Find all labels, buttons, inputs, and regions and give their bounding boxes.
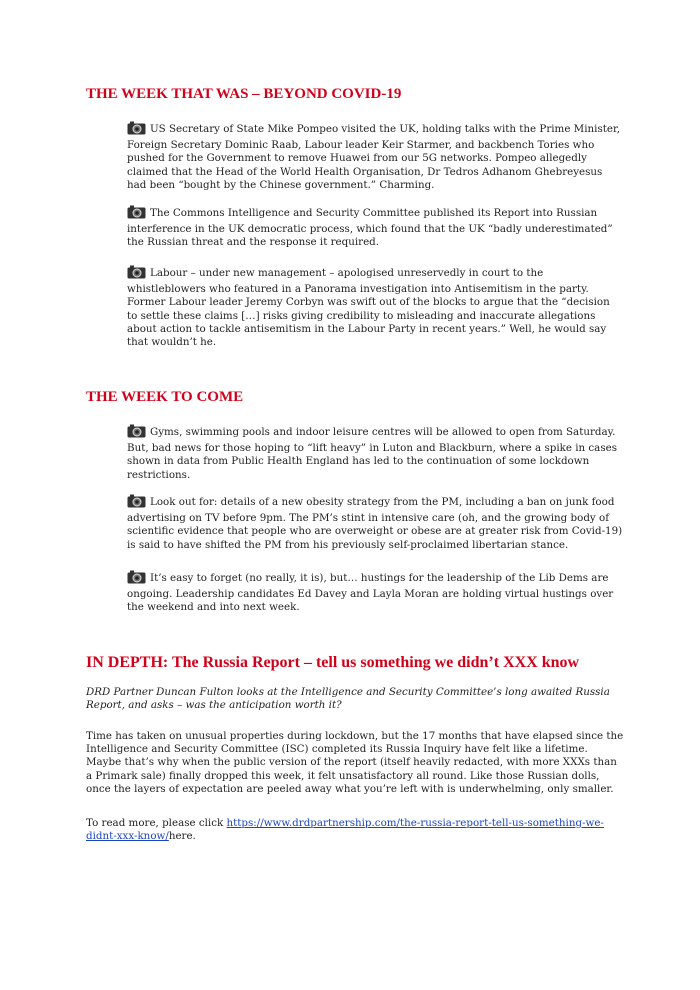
camera-icon bbox=[127, 494, 146, 512]
list-item bbox=[127, 205, 623, 250]
bullet-text: Labour – under new management – apologised unreservedly in court to the whistleblowers who featured in a Panorama investigation into Antisemitism in the party. Former Labour leader Jeremy Corbyn was swift out of the blocks to argue that the “decision to settle these claims […] risks giving credibility to misleading and inaccurate allegations about action to tackle antisemitism in the Labour Party in recent years.” Well, he would say that wouldn’t he. bbox=[127, 267, 610, 349]
list-item bbox=[127, 570, 623, 615]
bullet-text: Gyms, swimming pools and indoor leisure centres will be allowed to open from Saturday. But, bad news for those hoping to “lift heavy” in Luton and Blackburn, where a spike in cases shown in data from Public Health England has led to the continuation of some lockdown restrictions. bbox=[127, 426, 617, 481]
body-text: Time has taken on unusual properties during lockdown, but the 17 months that have elapsed since the Intelligence and Security Committee (ISC) completed its Russia Inquiry have felt like a lifetime. Maybe that’s why when the public version of the report (itself heavily redacted, with more XXXs than a Primark sale) finally dropped this week, it felt unsatisfactory all round. Like those Russian dolls, once the layers of expectation are peeled away what you’re left with is underwhelming, only smaller. bbox=[86, 730, 624, 795]
read-more bbox=[86, 817, 626, 843]
bullet-text: Look out for: details of a new obesity strategy from the PM, including a ban on junk food advertising on TV before 9pm. The PM’s stint in intensive care (oh, and the growing body of scientific evidence that people who are overweight or obese are at greater risk from Covid-19) is said to have shifted the PM from his previously self-proclaimed libertarian stance. bbox=[127, 496, 623, 551]
read-more-suffix: here. bbox=[168, 830, 196, 843]
article-intro bbox=[86, 686, 626, 712]
intro-text: DRD Partner Duncan Fulton looks at the Intelligence and Security Committee’s long awaited Russia Report, and asks – was the anticipation worth it? bbox=[86, 686, 610, 712]
bullet-text: It’s easy to forget (no really, it is), but… hustings for the leadership of the Lib Dems are ongoing. Leadership candidates Ed Davey and Layla Moran are holding virtual hustings over the weekend and into next week. bbox=[127, 572, 614, 614]
section-heading-week-to-come: THE WEEK TO COME bbox=[86, 389, 244, 405]
camera-icon bbox=[127, 570, 146, 588]
bullet-text: US Secretary of State Mike Pompeo visited the UK, holding talks with the Prime Minister, Foreign Secretary Dominic Raab, Labour leader Keir Starmer, and backbench Tories who pushed for the Government to remove Huawei from our 5G networks. Pompeo allegedly claimed that the Head of the World Health Organisation, Dr Tedros Adhanom Ghebreyesus had been “bought by the Chinese government.” Charming. bbox=[127, 123, 621, 191]
article-body bbox=[86, 730, 626, 796]
camera-icon bbox=[127, 121, 146, 139]
camera-icon bbox=[127, 424, 146, 442]
read-more-link[interactable]: https://www.drdpartnership.com/the-russia-report-tell-us-something-we-didnt-xxx-know/ bbox=[86, 817, 604, 843]
read-more-prefix: To read more, please click bbox=[86, 817, 227, 829]
bullet-text: The Commons Intelligence and Security Committee published its Report into Russian interference in the UK democratic process, which found that the UK “badly underestimated” the Russian threat and the response it required. bbox=[127, 207, 613, 249]
camera-icon bbox=[127, 205, 146, 223]
list-item bbox=[127, 424, 623, 482]
camera-icon bbox=[127, 265, 146, 283]
section-heading-in-depth: IN DEPTH: The Russia Report – tell us something we didn’t XXX know bbox=[86, 654, 580, 671]
section-heading-week-that-was: THE WEEK THAT WAS – BEYOND COVID-19 bbox=[86, 86, 402, 102]
list-item bbox=[127, 265, 623, 349]
list-item bbox=[127, 494, 623, 552]
list-item bbox=[127, 121, 623, 192]
